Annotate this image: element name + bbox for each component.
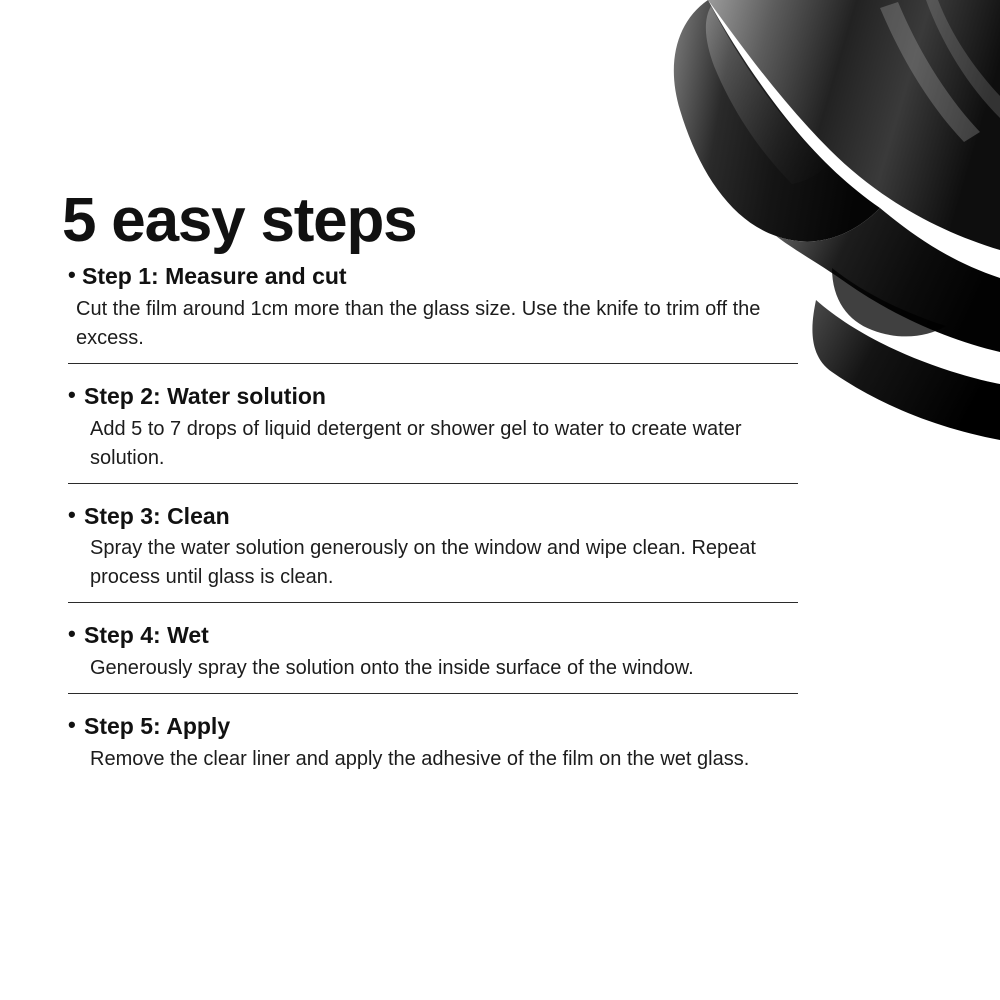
list-item — [68, 712, 798, 784]
step-body: Spray the water solution generously on the window and wipe clean. Repeat process until glass is clean. — [90, 537, 756, 589]
step-body: Generously spray the solution onto the inside surface of the window. — [90, 657, 694, 679]
step-title — [68, 502, 798, 531]
step-title-text: Step 4: Wet — [84, 622, 209, 649]
step-title-text: Step 2: Water solution — [84, 382, 326, 409]
step-title-text: Step 1: Measure and cut — [82, 263, 347, 289]
bullet-icon: • — [68, 262, 76, 287]
list-item — [68, 621, 798, 694]
list-item — [68, 382, 798, 484]
step-title-text: Step 3: Clean — [84, 502, 230, 529]
step-title — [68, 262, 798, 291]
bullet-icon: • — [68, 501, 76, 527]
step-body: Remove the clear liner and apply the adhesive of the film on the wet glass. — [90, 747, 750, 770]
step-body: Add 5 to 7 drops of liquid detergent or shower gel to water to create water solution. — [90, 417, 742, 469]
bullet-icon: • — [68, 621, 76, 647]
bullet-icon: • — [68, 712, 76, 737]
step-title — [68, 621, 798, 650]
step-title — [68, 712, 798, 741]
step-title — [68, 382, 798, 411]
page-title: 5 easy steps — [62, 185, 417, 255]
steps-list — [68, 262, 798, 802]
bullet-icon: • — [68, 381, 76, 407]
list-item — [68, 502, 798, 604]
list-item — [68, 262, 798, 364]
step-title-text: Step 5: Apply — [84, 713, 231, 739]
step-body: Cut the film around 1cm more than the glass size. Use the knife to trim off the excess. — [76, 297, 761, 349]
